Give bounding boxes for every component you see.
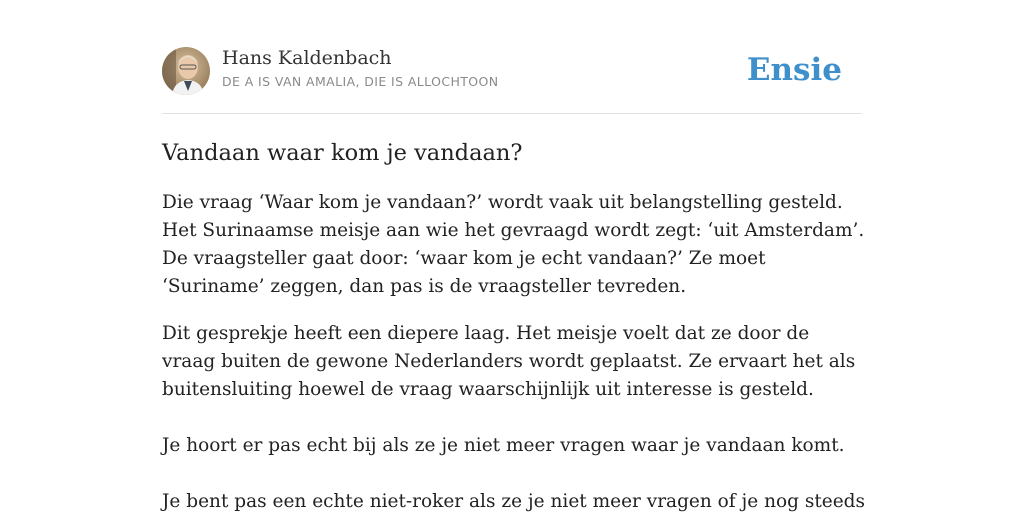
article-title: Vandaan waar kom je vandaan?: [162, 140, 523, 166]
article-paragraph: Je hoort er pas echt bij als ze je niet meer vragen waar je vandaan komt.: [162, 435, 845, 456]
author-photo: [162, 47, 210, 95]
brand-logo[interactable]: Ensie: [746, 52, 842, 88]
author-tagline: DE A IS VAN AMALIA, DIE IS ALLOCHTOON: [222, 74, 499, 89]
avatar[interactable]: [162, 47, 210, 95]
article-body: [162, 136, 868, 512]
header-divider: [162, 113, 862, 114]
article-header: [162, 46, 862, 96]
article-paragraph: Dit gesprekje heeft een diepere laag. Het meisje voelt dat ze door de vraag buiten de gewone Nederlanders wordt geplaatst. Ze ervaart het als buitensluiting hoewel de vraag waarschijnlijk uit interesse is gesteld.: [162, 323, 856, 400]
article-paragraph: Die vraag ‘Waar kom je vandaan?’ wordt vaak uit belangstelling gesteld. Het Surinaamse meisje aan wie het gevraagd wordt zegt: ‘uit Amsterdam’. De vraagsteller gaat door: ‘waar kom je echt vandaan?’ Ze moet ‘Suriname’ zeggen, dan pas is de vraagsteller tevreden.: [162, 192, 865, 297]
article-paragraph: Je bent pas een echte niet-roker als ze je niet meer vragen of je nog steeds: [162, 491, 866, 512]
author-name[interactable]: Hans Kaldenbach: [222, 47, 392, 69]
